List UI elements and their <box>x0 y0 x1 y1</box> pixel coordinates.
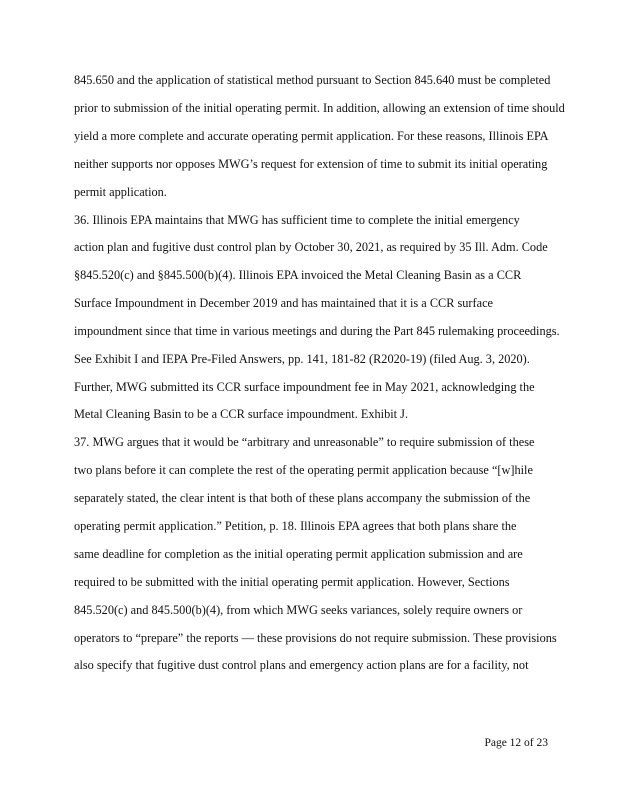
body-line: operating permit application.” Petition, p. 18. Illinois EPA agrees that both plans share the <box>74 519 517 533</box>
body-line: Further, MWG submitted its CCR surface impoundment fee in May 2021, acknowledging the <box>74 380 535 394</box>
body-line: prior to submission of the initial operating permit. In addition, allowing an extension of time should <box>74 101 565 115</box>
body-line: 845.650 and the application of statistical method pursuant to Section 845.640 must be completed <box>74 73 551 87</box>
body-line: also specify that fugitive dust control plans and emergency action plans are for a facility, not <box>74 658 529 672</box>
body-line: same deadline for completion as the initial operating permit application submission and are <box>74 547 523 561</box>
body-line: required to be submitted with the initial operating permit application. However, Sections <box>74 575 510 589</box>
body-line: action plan and fugitive dust control plan by October 30, 2021, as required by 35 Ill. Adm. Code <box>74 240 548 254</box>
body-line: impoundment since that time in various meetings and during the Part 845 rulemaking proceedings. <box>74 324 560 338</box>
body-line: operators to “prepare” the reports — these provisions do not require submission. These provisions <box>74 631 557 645</box>
body-line: §845.520(c) and §845.500(b)(4). Illinois EPA invoiced the Metal Cleaning Basin as a CCR <box>74 268 522 282</box>
paragraph-36-start: 36. Illinois EPA maintains that MWG has sufficient time to complete the initial emergency <box>74 213 520 227</box>
body-line: 845.520(c) and 845.500(b)(4), from which MWG seeks variances, solely require owners or <box>74 603 523 617</box>
body-line: yield a more complete and accurate operating permit application. For these reasons, Illinois EPA <box>74 129 549 143</box>
body-line: two plans before it can complete the rest of the operating permit application because “[w]hile <box>74 463 533 477</box>
body-line: separately stated, the clear intent is that both of these plans accompany the submission of the <box>74 491 531 505</box>
body-line: permit application. <box>74 185 167 199</box>
body-line: neither supports nor opposes MWG’s request for extension of time to submit its initial operating <box>74 157 548 171</box>
body-line: Metal Cleaning Basin to be a CCR surface impoundment. Exhibit J. <box>74 407 409 421</box>
body-line: Surface Impoundment in December 2019 and has maintained that it is a CCR surface <box>74 296 494 310</box>
body-line: See Exhibit I and IEPA Pre-Filed Answers, pp. 141, 181-82 (R2020-19) (filed Aug. 3, 2020). <box>74 352 530 366</box>
page-number: Page 12 of 23 <box>484 737 548 749</box>
paragraph-37-start: 37. MWG argues that it would be “arbitrary and unreasonable” to require submission of these <box>74 435 535 449</box>
